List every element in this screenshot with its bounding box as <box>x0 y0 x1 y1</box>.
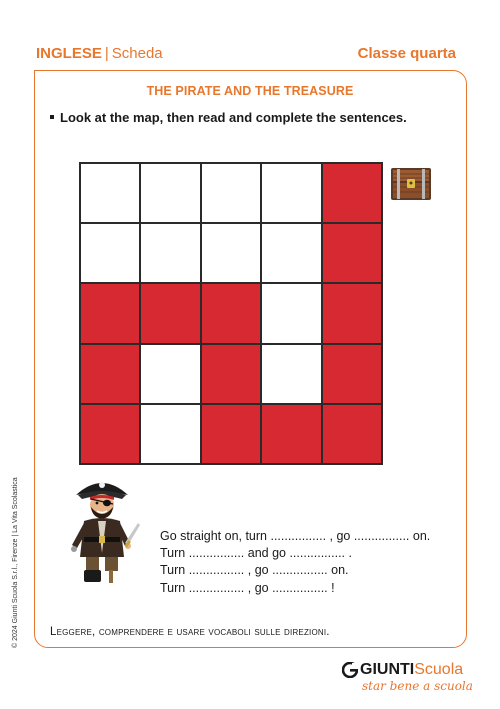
sentences-block <box>160 528 430 597</box>
subject-label: INGLESE <box>36 45 102 62</box>
sentence-4: Turn ................ , go ................ ! <box>160 580 335 595</box>
treasure-chest-icon <box>390 167 432 201</box>
map-cell-r2c2 <box>140 223 200 283</box>
header-subject <box>36 45 163 62</box>
map-cell-r1c2 <box>140 163 200 223</box>
map-cell-r5c5 <box>322 404 382 464</box>
map-cell-r4c4 <box>261 344 321 404</box>
map-cell-r4c2 <box>140 344 200 404</box>
sentence-3: Turn ................ , go ................ on. <box>160 563 349 578</box>
instruction-text: Look at the map, then read and complete the sentences. <box>60 110 407 125</box>
map-cell-r3c3 <box>201 283 261 343</box>
sheet-type-label: Scheda <box>111 45 163 62</box>
brand-suffix: Scuola <box>414 661 464 678</box>
map-cell-r5c2 <box>140 404 200 464</box>
publisher-logo <box>342 661 473 693</box>
giunti-g-icon <box>342 662 358 678</box>
map-cell-r2c4 <box>261 223 321 283</box>
map-cell-r1c5 <box>322 163 382 223</box>
instruction <box>50 110 407 125</box>
brand-name <box>342 661 473 679</box>
map-cell-r1c3 <box>201 163 261 223</box>
map-cell-r3c2 <box>140 283 200 343</box>
map-cell-r3c5 <box>322 283 382 343</box>
sentence-2: Turn ................ and go ................ . <box>160 546 352 561</box>
copyright-note: © 2024 Giunti Scuola S.r.l., Firenze | La Vita Scolastica <box>12 477 19 648</box>
map-cell-r4c3 <box>201 344 261 404</box>
map-cell-r1c1 <box>80 163 140 223</box>
map-cell-r2c3 <box>201 223 261 283</box>
brand-tagline: star bene a scuola <box>362 679 473 693</box>
pirate-icon <box>62 473 142 585</box>
brand-prefix: GIUNTI <box>360 661 415 678</box>
map-cell-r5c4 <box>261 404 321 464</box>
treasure-map-grid <box>79 162 383 465</box>
header-separator: | <box>104 45 109 62</box>
map-cell-r5c3 <box>201 404 261 464</box>
skill-description: Leggere, comprendere e usare vocaboli sulle direzioni. <box>50 626 330 638</box>
map-cell-r5c1 <box>80 404 140 464</box>
map-cell-r2c1 <box>80 223 140 283</box>
sentence-1: Go straight on, turn ................ , go ................ on. <box>160 529 431 543</box>
map-cell-r1c4 <box>261 163 321 223</box>
map-cell-r2c5 <box>322 223 382 283</box>
worksheet-title: THE PIRATE AND THE TREASURE <box>146 84 354 98</box>
map-cell-r3c1 <box>80 283 140 343</box>
map-cell-r4c1 <box>80 344 140 404</box>
map-cell-r4c5 <box>322 344 382 404</box>
map-cell-r3c4 <box>261 283 321 343</box>
grade-label: Classe quarta <box>357 45 456 62</box>
page-header <box>36 45 456 67</box>
bullet-icon <box>50 115 54 119</box>
